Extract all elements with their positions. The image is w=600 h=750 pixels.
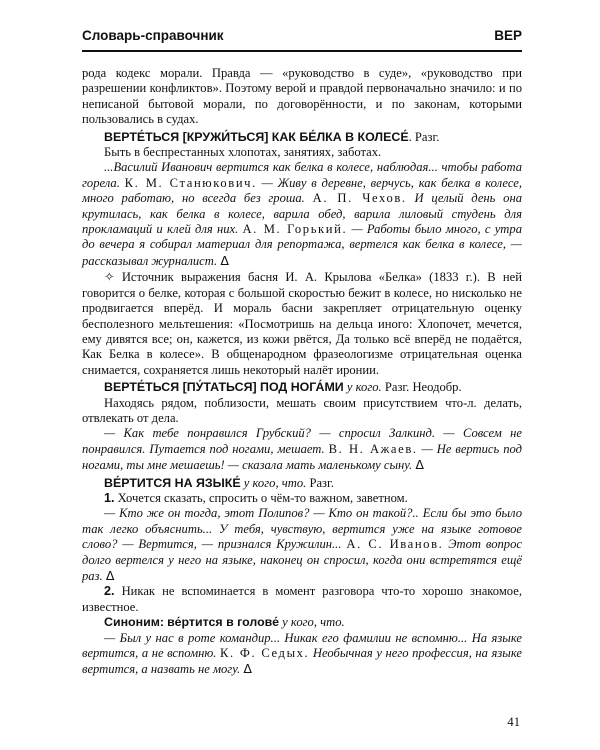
example-author: А. С. Иванов. xyxy=(346,537,444,552)
entry-examples xyxy=(82,160,522,269)
sense-definition: Никак не вспоминается в момент разговора что-то хорошо знакомое, известное. xyxy=(82,584,522,614)
synonym-headword: ве́ртится в голове́ xyxy=(167,615,280,630)
entry-headword: ВЕ́РТИТСЯ НА ЯЗЫКЕ́ xyxy=(104,475,241,490)
entry-usage-label: Разг. Неодобр. xyxy=(384,380,462,395)
example-quote: — Был у нас в роте командир... Никак его фамилии не вспомню... На языке вертится, а не вспомню. xyxy=(82,630,522,661)
entry-vertetsya-pod-nogami xyxy=(82,380,522,395)
entry-end-mark: Δ xyxy=(243,661,252,677)
page-body xyxy=(82,66,522,678)
sense-definition: Хочется сказать, спросить о чём-то важном, заветном. xyxy=(117,490,408,505)
entry-usage-label: Разг. xyxy=(309,475,334,490)
example-quote: Необычная у него профессия, на языке вертится, а назвать не могу. xyxy=(82,646,522,677)
example-quote: — Не вертись под ногами, ты мне мешаешь! — сказала мать маленькому сыну. xyxy=(82,441,522,473)
entry-examples xyxy=(82,631,522,678)
header-key-word: ВЕР xyxy=(494,28,522,43)
header-title: Словарь-справочник xyxy=(82,28,224,43)
example-author: К. Ф. Седых. xyxy=(220,646,310,661)
example-quote: — Работы было много, с утра до вечера я собирал материал для репортажа, вертелся как белка в колесе, — рассказывал журналист. xyxy=(82,222,522,268)
entry-headword: ВЕРТЕ́ТЬСЯ [ПУ́ТАТЬСЯ] ПОД НОГА́МИ xyxy=(104,380,344,395)
example-quote: — Кто же он тогда, этот Полипов? — Кто он такой?.. Если бы это было так легко объяснить... У тебя, чувствую, вертится уже на языке готовое слово? — Вертится, — признался Кружилин... xyxy=(82,506,522,552)
entry-vertitsya-na-yazyke xyxy=(82,476,522,491)
page-number: 41 xyxy=(507,715,520,729)
example-author: К. М. Станюкович. xyxy=(124,175,257,190)
running-header xyxy=(82,28,522,52)
synonym-label: Синоним: xyxy=(104,615,165,630)
etymology-text: Источник выражения басня И. А. Крылова «Белка» (1833 г.). В ней говорится о белке, которая с большой скоростью бежит в колесе, но нисколько не продвигается вперёд. И мораль басни закрепляет отрицательную оценку бесполезного мельтешения: «Посмотришь на дельца иного: Хлопочет, мечется, ему дивятся все; он, кажется, из кожи рвётся, Да только всё вперёд не подаётся, Как Белка в колесе». В общенародном фразеологизме отрицательная оценка снимается, сохраняется лишь некоторый налёт иронии. xyxy=(82,270,522,377)
entry-vertetsya-kak-belka xyxy=(82,130,522,145)
sense-2 xyxy=(82,584,522,615)
example-author: А. П. Чехов. xyxy=(312,191,407,206)
synonym-line xyxy=(82,615,522,630)
synonym-grammar: у кого, что. xyxy=(282,615,345,630)
etymology-icon: ✧ xyxy=(104,269,115,285)
entry-grammar: у кого, что. xyxy=(243,475,307,490)
sense-number: 1. xyxy=(104,490,115,505)
example-author: В. Н. Ажаев. xyxy=(328,441,418,456)
entry-end-mark: Δ xyxy=(220,252,229,268)
example-author: А. М. Горький. xyxy=(242,222,348,237)
entry-examples xyxy=(82,426,522,473)
entry-examples xyxy=(82,506,522,584)
etymology-note xyxy=(82,269,522,378)
sense-1 xyxy=(82,491,522,506)
entry-end-mark: Δ xyxy=(105,568,115,583)
entry-end-mark: Δ xyxy=(415,457,425,473)
entry-headword: ВЕРТЕ́ТЬСЯ [КРУЖИ́ТЬСЯ] КАК БЕ́ЛКА В КОЛЕСЕ́ xyxy=(104,129,409,144)
continued-paragraph: рода кодекс морали. Правда — «руководство в суде», «руководство при разрешении конфликтов». Поэтому верой и правдой первоначально значило: и по неписаной бытовой морали, по договорённости, и по законам, которыми пользовались в судах. xyxy=(82,66,522,127)
example-quote: ...Василий Иванович вертится как белка в колесе, наблюдая... чтобы работа горела. xyxy=(82,160,522,190)
example-quote: — Как тебе понравился Грубский? — спросил Залкинд. — Совсем не понравился. Путается под ногами, мешает. xyxy=(82,426,522,456)
example-quote: И целый день она крутилась, как белка в колесе, варила обед, варила лиловый студень для прокламаций и клей для них. xyxy=(82,191,522,237)
entry-usage-label: . Разг. xyxy=(408,129,440,144)
entry-grammar: у кого. xyxy=(346,380,382,395)
entry-definition: Находясь рядом, поблизости, мешать своим присутствием что-л. делать, отвлекать от дела. xyxy=(82,395,522,425)
entry-definition: Быть в беспрестанных хлопотах, занятиях, заботах. xyxy=(104,145,382,160)
example-quote: — Живу в деревне, верчусь, как белка в колесе, много работаю, но всегда без гроша. xyxy=(82,175,522,206)
sense-number: 2. xyxy=(104,584,115,599)
example-quote: Этот вопрос долго вертелся у него на языке, наконец он спросил, когда они встретятся ещё раз. xyxy=(82,537,522,583)
